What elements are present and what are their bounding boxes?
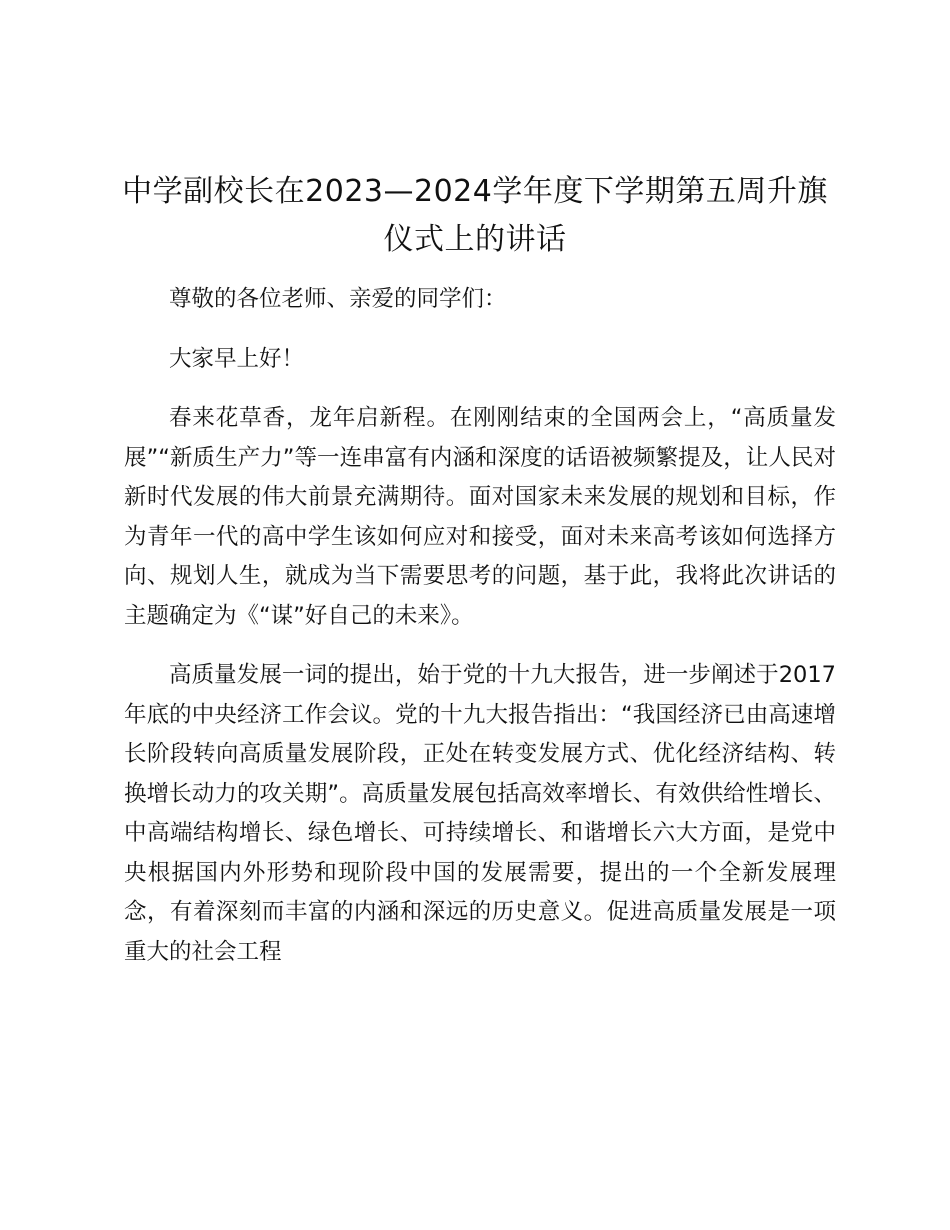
paragraph: 春来花草香，龙年启新程。在刚刚结束的全国两会上，“高质量发展”“新质生产力”等一连串富有内涵和深度的话语被频繁提及，让人民对新时代发展的伟大前景充满期待。面对国家未来发展的规划和目标，作为青年一代的高中学生该如何应对和接受，面对未来高考该如何选择方向、规划人生，就成为当下需要思考的问题，基于此，我将此次讲话的主题确定为《“谋”好自己的未来》。 (124, 405, 836, 629)
salutation: 尊敬的各位老师、亲爱的同学们： (169, 286, 507, 312)
page-title: 中学副校长在2023—2024学年度下学期第五周升旗仪式上的讲话 (122, 174, 828, 257)
greeting: 大家早上好！ (169, 345, 305, 372)
paragraph: 高质量发展一词的提出，始于党的十九大报告，进一步阐述于2017年底的中央经济工作会议。党的十九大报告指出：“我国经济已由高速增长阶段转向高质量发展阶段，正处在转变发展方式、优化经济结构、转换增长动力的攻关期”。高质量发展包括高效率增长、有效供给性增长、中高端结构增长、绿色增长、可持续增长、和谐增长六大方面，是党中央根据国内外形势和现阶段中国的发展需要，提出的一个全新发展理念，有着深刻而丰富的内涵和深远的历史意义。促进高质量发展是一项重大的社会工程 (124, 662, 836, 965)
document-body (124, 280, 836, 992)
